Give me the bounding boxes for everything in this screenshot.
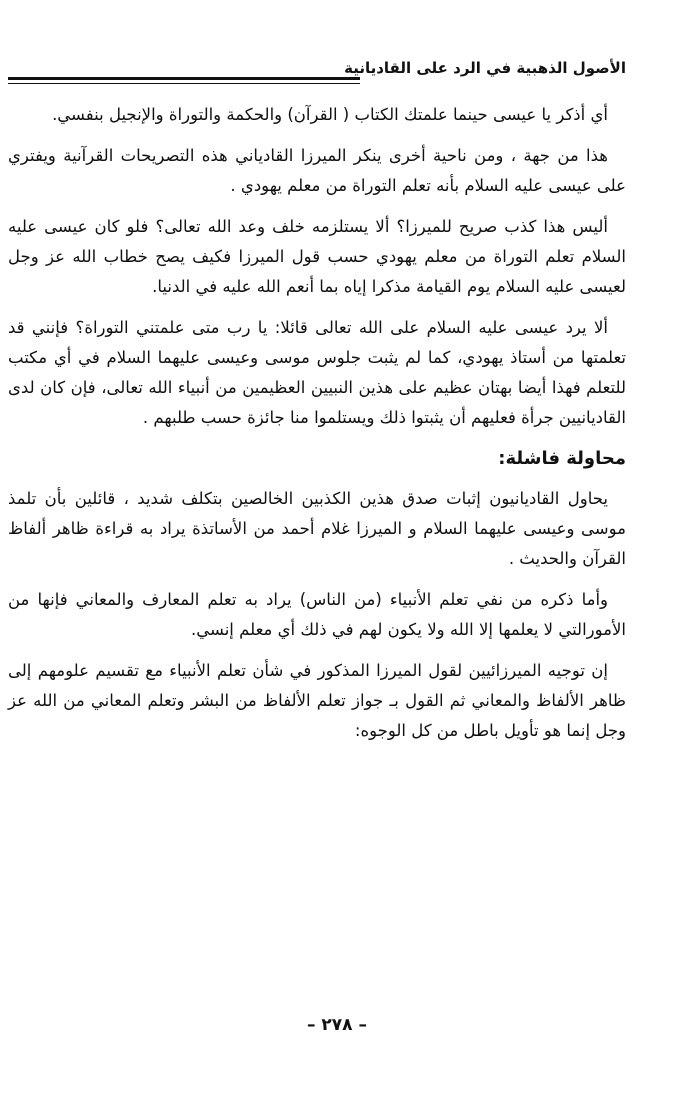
header-rule-thin <box>8 83 360 84</box>
paragraph-3: أليس هذا كذب صريح للميرزا؟ ألا يستلزمه خلف وعد الله تعالى؟ فلو كان عيسى عليه السلام تعلم التوراة من معلم يهودي حسب قول الميرزا فكيف يصح خطاب الله عز وجل لعيسى عليه السلام يوم القيامة مذكرا إياه بما أنعم الله عليه في الدنيا. <box>8 217 626 296</box>
paragraph-4: ألا يرد عيسى عليه السلام على الله تعالى قائلا: يا رب متى علمتني التوراة؟ فإنني قد تعلمتها من أستاذ يهودي، كما لم يثبت جلوس موسى وعيسى عليهما السلام في أي مكتب للتعلم فهذا أيضا بهتان عظيم على هذين النبيين العظيمين من أنبياء الله تعالى، فإن كان لدى القاديانيين جرأة فعليهم أن يثبتوا ذلك ويستلموا منا جائزة حسب طلبهم . <box>8 318 626 427</box>
running-title: الأصول الذهبية في الرد على القاديانية <box>344 59 626 77</box>
paragraph-1: أي أذكر يا عيسى حينما علمتك الكتاب ( القرآن) والحكمة والتوراة والإنجيل بنفسي. <box>52 105 608 124</box>
paragraph-6: وأما ذكره من نفي تعلم الأنبياء (من الناس) يراد به تعلم المعارف والمعاني فإنها من الأمورالتي لا يعلمها إلا الله ولا يكون لهم في ذلك أي معلم إنسي. <box>8 590 626 639</box>
paragraph-5: يحاول القاديانيون إثبات صدق هذين الكذبين الخالصين بتكلف شديد ، قائلين بأن تلمذ موسى وعيسى عليهما السلام و الميرزا غلام أحمد من الأساتذة يراد به قراءة ظاهر ألفاظ القرآن والحديث . <box>8 489 626 568</box>
header-rule-thick <box>8 77 360 80</box>
section-heading: محاولة فاشلة: <box>498 448 626 469</box>
paragraph-7: إن توجيه الميرزائيين لقول الميرزا المذكور في شأن تعلم الأنبياء مع تقسيم علومهم إلى ظاهر الألفاظ والمعاني ثم القول بـ جواز تعلم الألفاظ من البشر وتعلم المعاني من الله عز وجل إنما هو تأويل باطل من كل الوجوه: <box>8 661 626 740</box>
page-number: – ٢٧٨ – <box>307 1015 367 1035</box>
page-header <box>8 55 626 95</box>
body-text <box>8 100 626 757</box>
paragraph-2: هذا من جهة ، ومن ناحية أخرى ينكر الميرزا القادياني هذه التصريحات القرآنية ويفتري على عيسى عليه السلام بأنه تعلم التوراة من معلم يهودي . <box>8 146 626 195</box>
